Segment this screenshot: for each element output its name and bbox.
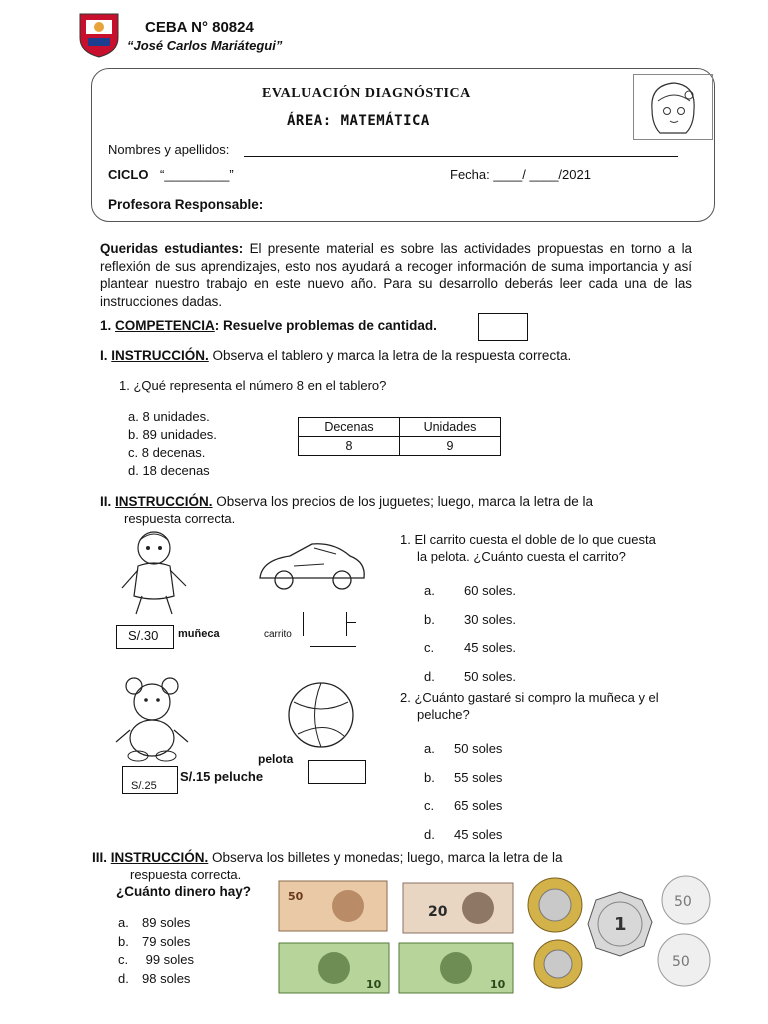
section1-heading — [100, 348, 571, 363]
ciclo-field[interactable]: “_________” — [160, 167, 234, 182]
section1-roman: I. — [100, 348, 108, 363]
s3-option-d[interactable]: d. 98 soles — [118, 971, 191, 987]
ball-icon — [286, 680, 356, 755]
place-value-table — [298, 417, 501, 456]
teddy-price: S/.15 peluche — [180, 769, 264, 784]
section3-text: Observa los billetes y monedas; luego, marca la letra de la — [208, 850, 563, 865]
table-header-unidades: Unidades — [400, 418, 501, 437]
intro-paragraph — [100, 240, 692, 310]
option-b[interactable]: b. 89 unidades. — [128, 427, 217, 442]
coin-50-cent-icon — [660, 874, 712, 931]
section2-heading — [100, 494, 593, 509]
section2-text: Observa los precios de los juguetes; luego, marca la letra de la — [212, 494, 593, 509]
school-crest-icon — [78, 12, 120, 58]
q2-options — [424, 735, 502, 849]
q2-text-line2: peluche? — [417, 707, 470, 722]
svg-text:50: 50 — [672, 954, 690, 970]
q1-text-line2: la pelota. ¿Cuánto cuesta el carrito? — [417, 549, 626, 564]
option-a[interactable]: a. 8 unidades. — [128, 409, 210, 424]
table-header-decenas: Decenas — [299, 418, 400, 437]
car-price-mark — [346, 622, 356, 623]
svg-text:10: 10 — [490, 978, 506, 991]
q2-option-c[interactable]: c. 65 soles — [424, 798, 503, 814]
section3-roman: III. — [92, 850, 108, 865]
ball-label: pelota — [258, 752, 294, 766]
section3-question: ¿Cuánto dinero hay? — [116, 884, 251, 899]
q2-option-d[interactable]: d. 45 soles — [424, 826, 503, 842]
svg-text:20: 20 — [428, 904, 448, 920]
doll-price: S/.30 — [128, 628, 159, 643]
competencia-text: : Resuelve problemas de cantidad. — [214, 318, 437, 333]
q2-option-a[interactable]: a. 50 soles — [424, 741, 503, 756]
names-label: Nombres y apellidos: — [108, 142, 230, 157]
bill-20-icon — [402, 882, 514, 939]
section2-label: INSTRUCCIÓN. — [115, 494, 213, 509]
section2-roman: II. — [100, 494, 112, 509]
coin-bimetal-icon — [526, 876, 584, 939]
ciclo-label: CICLO — [108, 167, 149, 182]
table-cell-unidades: 9 — [400, 437, 501, 456]
section2-text-line2: respuesta correcta. — [124, 511, 236, 526]
s3-option-a[interactable]: a. 89 soles — [118, 915, 191, 930]
section3-label: INSTRUCCIÓN. — [110, 850, 209, 865]
competencia-number: 1. — [100, 318, 112, 333]
section3-text-line2: respuesta correcta. — [130, 867, 242, 882]
teddy-bear-icon — [112, 676, 194, 767]
coin-1-sol-icon — [586, 890, 654, 963]
option-c[interactable]: c. 8 decenas. — [128, 445, 206, 460]
teddy-price-small: S/.25 — [131, 780, 157, 792]
evaluation-title: EVALUACIÓN DIAGNÓSTICA — [262, 86, 471, 101]
intro-text: El presente material es sobre las actividades propuestas en torno a la reflexión de sus aprendizajes, esto nos ayudará a recoger información de suma importancia y así plantear nuestro trabajo en este nuevo año. Para su desarrollo deberás leer cada una de las instrucciones dadas. — [100, 241, 692, 309]
svg-text:10: 10 — [366, 978, 382, 991]
doll-icon — [114, 526, 194, 623]
s3-option-c[interactable]: c. 99 soles — [118, 952, 195, 968]
q1-option-d[interactable]: d. 50 soles. — [424, 668, 517, 684]
section3-options — [118, 914, 194, 989]
svg-text:50: 50 — [674, 894, 692, 910]
section1-label: INSTRUCCIÓN. — [111, 348, 209, 363]
car-icon — [254, 538, 370, 605]
car-price-divider — [303, 612, 304, 636]
coin-50-cent-2-icon — [656, 932, 712, 993]
school-name: CEBA N° 80824 — [145, 19, 254, 36]
school-subtitle: “José Carlos Mariátegui” — [127, 38, 283, 53]
table-cell-decenas: 8 — [299, 437, 400, 456]
section1-question: 1. ¿Qué representa el número 8 en el tablero? — [119, 378, 387, 393]
q2-option-b[interactable]: b. 55 soles — [424, 769, 503, 785]
profesora-label: Profesora Responsable: — [108, 197, 264, 212]
q2-text-line1: 2. ¿Cuánto gastaré si compro la muñeca y el — [400, 690, 659, 705]
intro-lead: Queridas estudiantes: — [100, 241, 244, 256]
competencia-heading — [100, 318, 437, 333]
section1-text: Observa el tablero y marca la letra de la respuesta correcta. — [208, 348, 572, 363]
svg-text:1: 1 — [614, 914, 627, 935]
doll-label: muñeca — [178, 628, 220, 640]
section3-heading — [92, 850, 562, 865]
option-d[interactable]: d. 18 decenas — [128, 463, 210, 478]
bill-10b-icon — [398, 942, 514, 999]
car-label: carrito — [264, 629, 292, 640]
q1-option-a[interactable]: a. 60 soles. — [424, 583, 517, 598]
date-field[interactable]: Fecha: ____/ ____/2021 — [450, 167, 591, 182]
q1-options — [424, 577, 516, 691]
q1-option-c[interactable]: c. 45 soles. — [424, 640, 517, 656]
bill-10-icon — [278, 942, 390, 999]
area-title: ÁREA: MATEMÁTICA — [287, 113, 430, 129]
car-price-field[interactable] — [310, 646, 356, 647]
car-price-divider-right — [346, 612, 347, 636]
bill-50-icon — [278, 880, 388, 937]
s3-option-b[interactable]: b. 79 soles — [118, 933, 191, 949]
names-field[interactable] — [244, 156, 678, 157]
competencia-label: COMPETENCIA — [115, 318, 215, 333]
q1-text-line1: 1. El carrito cuesta el doble de lo que cuesta — [400, 532, 656, 547]
girl-illustration-icon — [633, 74, 713, 140]
ball-price-field[interactable] — [308, 760, 366, 784]
section1-options — [128, 408, 217, 480]
svg-text:50: 50 — [288, 890, 304, 903]
coin-bimetal-2-icon — [532, 938, 584, 995]
q1-option-b[interactable]: b. 30 soles. — [424, 611, 517, 627]
competencia-answer-box[interactable] — [478, 313, 528, 341]
